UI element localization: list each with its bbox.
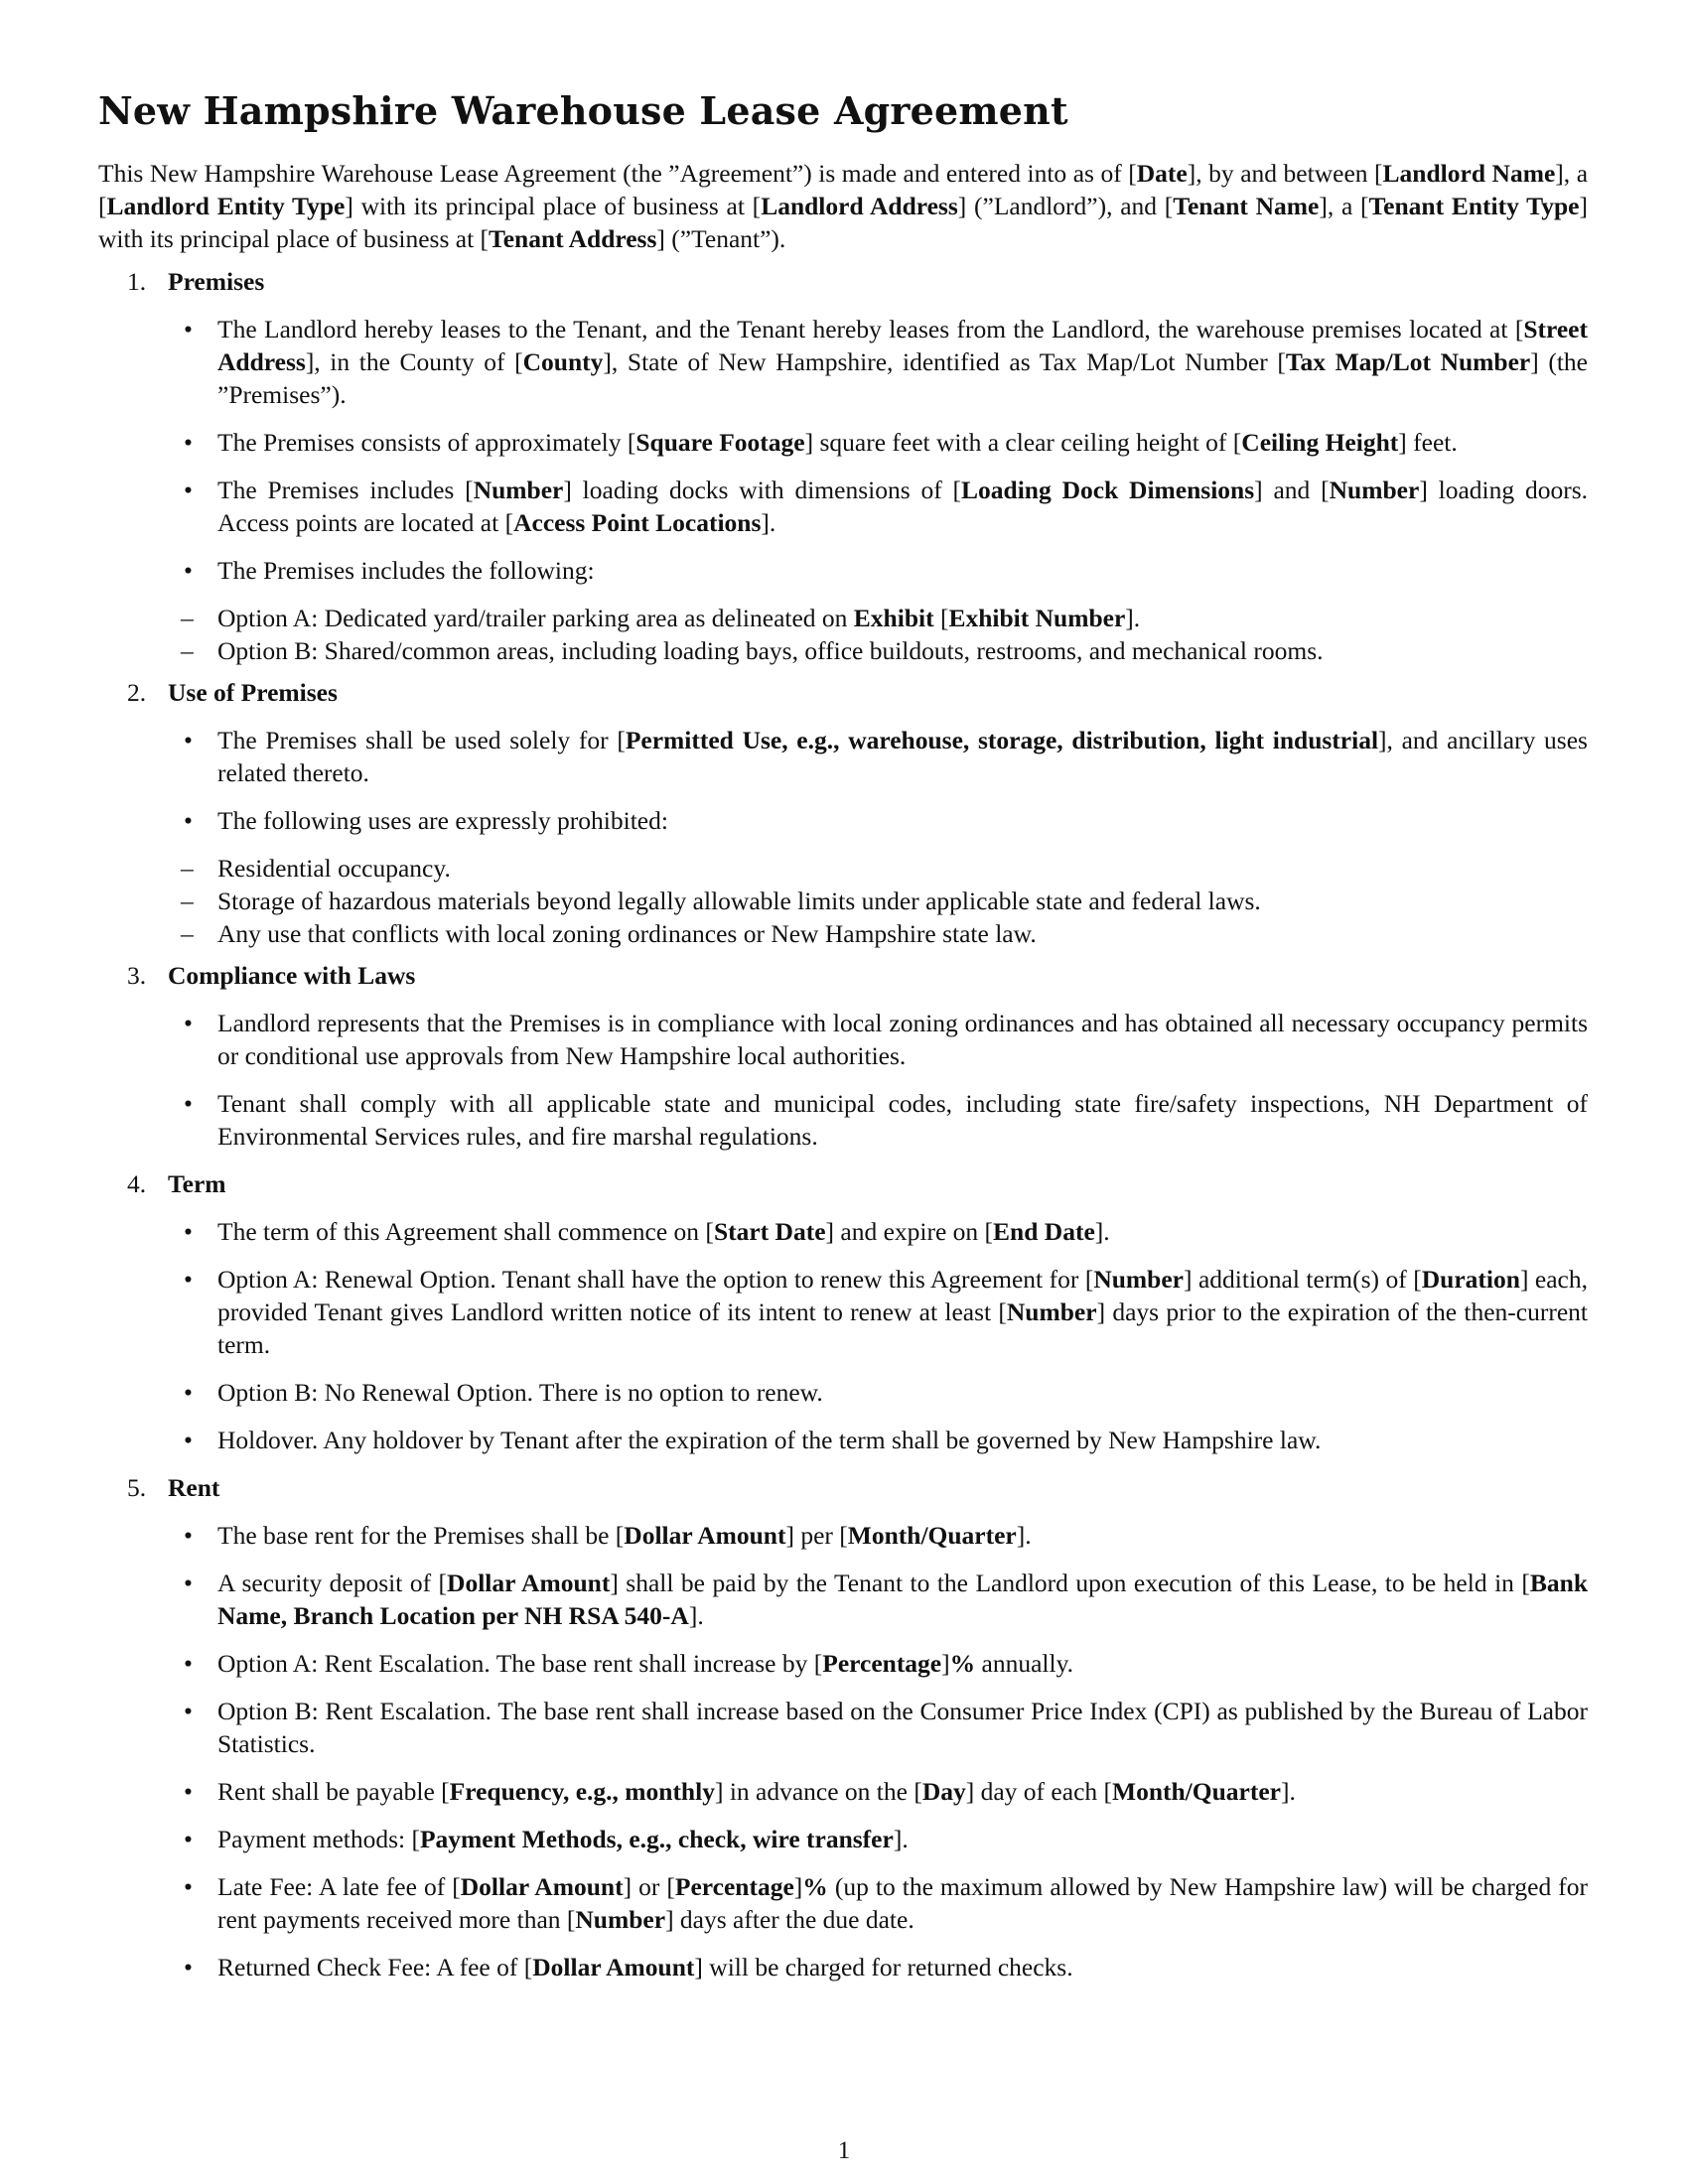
- section-item: [98, 1167, 1588, 1456]
- placeholder-field: Ceiling Height: [1241, 428, 1399, 457]
- placeholder-field: Dollar Amount: [624, 1521, 786, 1550]
- text-run: ] loading doors. Access points are located at [: [217, 476, 1588, 537]
- text-run: ] loading docks with dimensions of [: [563, 476, 962, 504]
- text-run: ] and expire on [: [825, 1217, 994, 1246]
- text-run: ] days prior to the expiration of the then-current term.: [217, 1297, 1588, 1359]
- text-run: The Premises includes [: [217, 476, 474, 504]
- dash-icon: –: [181, 604, 194, 632]
- text-run: Tenant shall comply with all applicable state and municipal codes, including state fire/safety inspections, NH Department of Environmental Services rules, and fire marshal regulations.: [217, 1089, 1588, 1151]
- dash-icon: –: [181, 887, 194, 915]
- bullet-text: [217, 724, 1588, 789]
- text-run: A security deposit of [: [217, 1569, 448, 1597]
- placeholder-field: County: [522, 347, 604, 376]
- text-run: annually.: [975, 1649, 1074, 1678]
- bullet-icon: •: [184, 1697, 193, 1725]
- text-run: ] and [: [1254, 476, 1330, 504]
- sub-list-item: [166, 602, 1588, 634]
- text-run: ] with its principal place of business at [: [98, 192, 1588, 253]
- placeholder-field: Month/Quarter: [1112, 1777, 1281, 1806]
- bullet-item: [158, 1647, 1588, 1680]
- bullet-icon: •: [184, 1569, 193, 1597]
- bullet-item: [158, 1775, 1588, 1808]
- placeholder-field: Landlord Entity Type: [106, 192, 346, 220]
- placeholder-field: Duration: [1421, 1265, 1520, 1294]
- bullet-text: [217, 1087, 1588, 1153]
- bullet-item: [158, 1087, 1588, 1153]
- text-run: ], in the County of [: [305, 347, 523, 376]
- text-run: ] days after the due date.: [665, 1905, 914, 1934]
- text-run: Option B: Rent Escalation. The base rent shall increase based on the Consumer Price Index (CPI) as published by the Bureau of Labor Statistics.: [217, 1697, 1588, 1758]
- text-run: ] per [: [785, 1521, 848, 1550]
- placeholder-field: Exhibit Number: [948, 604, 1126, 632]
- section-heading: Compliance with Laws: [168, 961, 416, 990]
- bullet-text: [217, 1519, 1588, 1552]
- text-run: Option A: Dedicated yard/trailer parking area as delineated on: [217, 604, 854, 632]
- text-run: Payment methods: [: [217, 1825, 420, 1853]
- text-run: ]: [941, 1649, 950, 1678]
- bullet-item: [158, 1695, 1588, 1760]
- text-run: ] square feet with a clear ceiling height of [: [804, 428, 1242, 457]
- placeholder-field: Number: [473, 476, 564, 504]
- placeholder-field: Street Address: [217, 315, 1588, 376]
- section-heading: Term: [168, 1169, 226, 1198]
- text-run: ], and ancillary uses related thereto.: [217, 726, 1588, 787]
- section-heading: Use of Premises: [168, 678, 338, 707]
- document-title: New Hampshire Warehouse Lease Agreement: [98, 88, 1068, 133]
- placeholder-field: Permitted Use, e.g., warehouse, storage, distribution, light industrial: [625, 726, 1379, 754]
- bullet-item: [158, 1951, 1588, 1983]
- bullet-text: [217, 1647, 1588, 1680]
- bullet-icon: •: [184, 556, 193, 585]
- bullet-item: [158, 1519, 1588, 1552]
- bullet-icon: •: [184, 1089, 193, 1118]
- text-run: Option B: No Renewal Option. There is no option to renew.: [217, 1378, 823, 1407]
- placeholder-field: Landlord Name: [1382, 159, 1556, 188]
- bullet-item: [158, 1823, 1588, 1855]
- section-list: [98, 265, 1588, 1983]
- intro-paragraph: [98, 157, 1588, 255]
- bullet-item: [158, 804, 1588, 950]
- bullet-icon: •: [184, 428, 193, 457]
- text-run: ].: [761, 508, 776, 537]
- placeholder-field: Tenant Address: [489, 224, 657, 253]
- section-item: [98, 959, 1588, 1153]
- bullet-item: [158, 313, 1588, 411]
- bullet-text: [217, 1424, 1588, 1456]
- text-run: ] or [: [623, 1872, 675, 1901]
- text-run: ].: [1094, 1217, 1110, 1246]
- placeholder-field: Number: [1006, 1297, 1097, 1326]
- section-heading: Rent: [168, 1473, 220, 1502]
- text-run: ] shall be paid by the Tenant to the Landlord upon execution of this Lease, to be held in [: [610, 1569, 1530, 1597]
- bullet-item: [158, 1870, 1588, 1936]
- text-run: Returned Check Fee: A fee of [: [217, 1953, 533, 1981]
- bullet-item: [158, 1424, 1588, 1456]
- text-run: The Premises shall be used solely for [: [217, 726, 626, 754]
- placeholder-field: Percentage: [822, 1649, 942, 1678]
- text-run: ].: [893, 1825, 909, 1853]
- placeholder-field: Number: [1329, 476, 1420, 504]
- text-run: ], State of New Hampshire, identified as Tax Map/Lot Number [: [603, 347, 1286, 376]
- text-run: ] additional term(s) of [: [1183, 1265, 1422, 1294]
- text-run: Landlord represents that the Premises is in compliance with local zoning ordinances and has obtained all necessary occupancy permits or conditional use approvals from New Hampshire local authorities.: [217, 1009, 1588, 1070]
- bullet-text: [217, 474, 1588, 539]
- text-run: [: [933, 604, 949, 632]
- bullet-item: [158, 724, 1588, 789]
- section-number: 5.: [127, 1473, 147, 1502]
- placeholder-field: Payment Methods, e.g., check, wire transfer: [419, 1825, 894, 1853]
- sub-list: [181, 852, 1588, 950]
- bullet-icon: •: [184, 1265, 193, 1294]
- text-run: ], a [: [1319, 192, 1369, 220]
- placeholder-field: Landlord Address: [761, 192, 958, 220]
- text-run: ].: [1280, 1777, 1296, 1806]
- bullet-icon: •: [184, 1872, 193, 1901]
- bullet-item: [158, 1376, 1588, 1409]
- placeholder-field: Percentage: [674, 1872, 794, 1901]
- dash-icon: –: [181, 919, 194, 948]
- bullet-icon: •: [184, 806, 193, 835]
- text-run: Option A: Rent Escalation. The base rent shall increase by [: [217, 1649, 823, 1678]
- placeholder-field: Month/Quarter: [847, 1521, 1017, 1550]
- bullet-item: [158, 1007, 1588, 1072]
- text-run: ].: [1016, 1521, 1032, 1550]
- section-heading: Premises: [168, 267, 265, 296]
- text-run: Rent shall be payable [: [217, 1777, 450, 1806]
- text-run: This New Hampshire Warehouse Lease Agreement (the ”Agreement”) is made and entered into as of [: [98, 159, 1137, 188]
- bullet-item: [158, 1567, 1588, 1632]
- text-run: The term of this Agreement shall commence on [: [217, 1217, 714, 1246]
- bullet-icon: •: [184, 1009, 193, 1037]
- placeholder-field: Frequency, e.g., monthly: [449, 1777, 715, 1806]
- bullet-item: [158, 474, 1588, 539]
- bullet-text: [217, 1775, 1588, 1808]
- bullet-icon: •: [184, 315, 193, 343]
- sub-list-item: [166, 885, 1588, 917]
- text-run: (up to the maximum allowed by New Hampshire law) will be charged for rent payments received more than [: [217, 1872, 1588, 1934]
- section-item: [98, 1471, 1588, 1983]
- bullet-icon: •: [184, 1426, 193, 1454]
- bullet-text: [217, 554, 1588, 587]
- bullet-icon: •: [184, 1953, 193, 1981]
- placeholder-field: Square Footage: [635, 428, 805, 457]
- text-run: ], by and between [: [1187, 159, 1383, 188]
- bullet-text: [217, 1215, 1588, 1248]
- bullet-text: [217, 426, 1588, 459]
- placeholder-field: Number: [1093, 1265, 1184, 1294]
- placeholder-field: Tenant Entity Type: [1368, 192, 1580, 220]
- section-number: 1.: [127, 267, 147, 296]
- placeholder-field: Tax Map/Lot Number: [1285, 347, 1531, 376]
- placeholder-field: %: [949, 1649, 976, 1678]
- page-number: 1: [837, 2137, 851, 2164]
- sub-list: [181, 602, 1588, 667]
- document-content: [98, 87, 1588, 1998]
- section-number: 2.: [127, 678, 147, 707]
- bullet-icon: •: [184, 1217, 193, 1246]
- section-number: 4.: [127, 1169, 147, 1198]
- bullet-text: [217, 313, 1588, 411]
- text-run: Storage of hazardous materials beyond legally allowable limits under applicable state and federal laws.: [217, 887, 1261, 915]
- text-run: Holdover. Any holdover by Tenant after the expiration of the term shall be governed by New Hampshire law.: [217, 1426, 1322, 1454]
- bullet-text: [217, 1823, 1588, 1855]
- bullet-text: [217, 1007, 1588, 1072]
- sub-list-item: [166, 634, 1588, 667]
- text-run: Any use that conflicts with local zoning ordinances or New Hampshire state law.: [217, 919, 1037, 948]
- bullet-icon: •: [184, 726, 193, 754]
- bullet-text: [217, 804, 1588, 837]
- bullet-text: [217, 1951, 1588, 1983]
- section-number: 3.: [127, 961, 147, 990]
- text-run: ] (”Tenant”).: [656, 224, 786, 253]
- bullet-item: [158, 1263, 1588, 1361]
- text-run: ] (”Landlord”), and [: [957, 192, 1174, 220]
- text-run: ]: [793, 1872, 803, 1901]
- text-run: ].: [1125, 604, 1141, 632]
- text-run: Late Fee: A late fee of [: [217, 1872, 461, 1901]
- text-run: ] day of each [: [965, 1777, 1112, 1806]
- bullet-item: [158, 1215, 1588, 1248]
- text-run: ] in advance on the [: [714, 1777, 922, 1806]
- section-item: [98, 265, 1588, 667]
- text-run: ] will be charged for returned checks.: [694, 1953, 1073, 1981]
- placeholder-field: Day: [921, 1777, 966, 1806]
- placeholder-field: Bank Name, Branch Location per NH RSA 540-A: [217, 1569, 1588, 1630]
- bullet-item: [158, 554, 1588, 667]
- bullet-text: [217, 1695, 1588, 1760]
- placeholder-field: Dollar Amount: [447, 1569, 611, 1597]
- placeholder-field: Date: [1136, 159, 1188, 188]
- placeholder-field: Exhibit: [853, 604, 934, 632]
- text-run: The Premises consists of approximately [: [217, 428, 636, 457]
- placeholder-field: End Date: [993, 1217, 1095, 1246]
- placeholder-field: Start Date: [713, 1217, 826, 1246]
- dash-icon: –: [181, 854, 194, 883]
- placeholder-field: Number: [575, 1905, 666, 1934]
- dash-icon: –: [181, 636, 194, 665]
- text-run: Option A: Renewal Option. Tenant shall have the option to renew this Agreement for [: [217, 1265, 1094, 1294]
- text-run: The following uses are expressly prohibited:: [217, 806, 668, 835]
- text-run: The Premises includes the following:: [217, 556, 595, 585]
- bullet-icon: •: [184, 1649, 193, 1678]
- sub-list-item: [166, 852, 1588, 885]
- section-item: [98, 676, 1588, 950]
- bullet-icon: •: [184, 1777, 193, 1806]
- text-run: Option B: Shared/common areas, including loading bays, office buildouts, restrooms, and mechanical rooms.: [217, 636, 1324, 665]
- bullet-item: [158, 426, 1588, 459]
- bullet-icon: •: [184, 1825, 193, 1853]
- bullet-icon: •: [184, 1378, 193, 1407]
- placeholder-field: Access Point Locations: [513, 508, 762, 537]
- bullet-text: [217, 1870, 1588, 1936]
- placeholder-field: Dollar Amount: [532, 1953, 695, 1981]
- text-run: Residential occupancy.: [217, 854, 451, 883]
- text-run: ], a [: [98, 159, 1589, 220]
- text-run: ].: [688, 1601, 704, 1630]
- placeholder-field: Loading Dock Dimensions: [961, 476, 1255, 504]
- placeholder-field: Tenant Name: [1173, 192, 1320, 220]
- text-run: ] (the ”Premises”).: [217, 347, 1588, 409]
- bullet-text: [217, 1376, 1588, 1409]
- text-run: ] feet.: [1398, 428, 1458, 457]
- text-run: The Landlord hereby leases to the Tenant, and the Tenant hereby leases from the Landlord, the warehouse premises located at [: [217, 315, 1524, 343]
- placeholder-field: Dollar Amount: [460, 1872, 624, 1901]
- sub-list-item: [166, 917, 1588, 950]
- text-run: ] with its principal place of business at [: [345, 192, 762, 220]
- bullet-text: [217, 1567, 1588, 1632]
- bullet-icon: •: [184, 476, 193, 504]
- text-run: ] each, provided Tenant gives Landlord written notice of its intent to renew at least [: [217, 1265, 1588, 1326]
- placeholder-field: %: [802, 1872, 828, 1901]
- bullet-icon: •: [184, 1521, 193, 1550]
- text-run: The base rent for the Premises shall be [: [217, 1521, 625, 1550]
- bullet-text: [217, 1263, 1588, 1361]
